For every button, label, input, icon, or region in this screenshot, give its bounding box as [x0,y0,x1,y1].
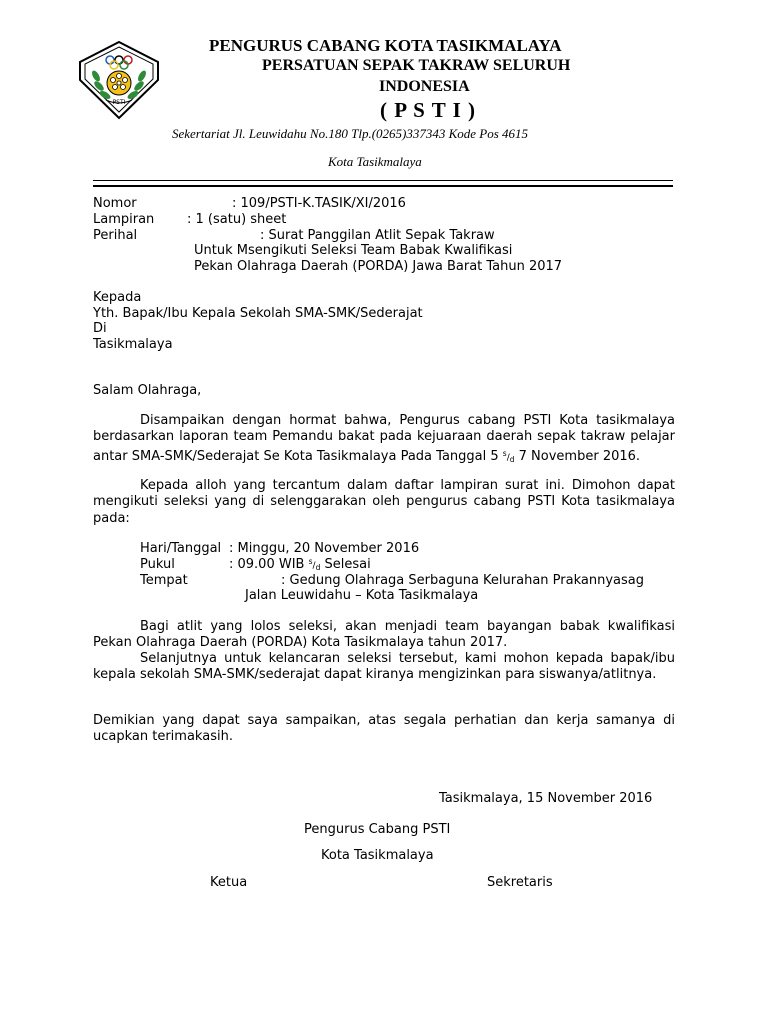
letterhead-city: Kota Tasikmalaya [328,154,422,169]
psti-logo [76,40,162,120]
greeting: Salam Olahraga, [93,383,202,398]
recipient-line4: Tasikmalaya [93,337,173,352]
hari-label: Hari/Tanggal [140,541,222,556]
pukul-value: : 09.00 WIB $^s/_d$ Selesai [229,557,371,572]
letterhead-line2: PERSATUAN SEPAK TAKRAW SELURUH [262,57,571,74]
org-line1: Pengurus Cabang PSTI [304,822,451,837]
paragraph-5: Demikian yang dapat saya sampaikan, atas segala perhatian dan kerja samanya di ucapkan terimakasih. [93,713,675,745]
paragraph-4: Selanjutnya untuk kelancaran seleksi tersebut, kami mohon kepada bapak/ibu kepala sekolah SMA-SMK/sederajat dapat kiranya mengizinkan para siswanya/atlitnya. [93,651,675,683]
lampiran-value: : 1 (satu) sheet [187,212,287,227]
paragraph-3: Bagi atlit yang lolos seleksi, akan menjadi team bayangan babak kwalifikasi Pekan Olahraga Daerah (PORDA) Kota Tasikmalaya tahun 2017. [93,619,675,651]
letterhead-line1: PENGURUS CABANG KOTA TASIKMALAYA [209,36,562,55]
lampiran-label: Lampiran [93,212,155,227]
header-rule-top [93,180,673,181]
header-rule-bottom [93,185,673,187]
logo-text: PSTI [112,99,126,106]
signature-sekretaris: Sekretaris [487,875,553,890]
place-date: Tasikmalaya, 15 November 2016 [439,791,653,806]
recipient-line3: Di [93,321,107,336]
nomor-label: Nomor [93,196,137,211]
tempat-label: Tempat [140,573,188,588]
nomor-value: : 109/PSTI-K.TASIK/XI/2016 [232,196,406,211]
hari-value: : Minggu, 20 November 2016 [229,541,420,556]
recipient-line2: Yth. Bapak/Ibu Kepala Sekolah SMA-SMK/Sederajat [93,306,423,321]
letterhead-line4: ( P S T I ) [380,98,477,122]
tempat-value: : Gedung Olahraga Serbaguna Kelurahan Prakannyasag [281,573,644,588]
perihal-line2: Untuk Msengikuti Seleksi Team Babak Kwalifikasi [194,243,513,258]
paragraph-2: Kepada alloh yang tercantum dalam daftar lampiran surat ini. Dimohon dapat mengikuti seleksi yang di selenggarakan oleh pengurus cabang PSTI Kota tasikmalaya pada: [93,478,675,526]
perihal-line3: Pekan Olahraga Daerah (PORDA) Jawa Barat Tahun 2017 [194,259,563,274]
letterhead-line3: INDONESIA [379,78,470,95]
perihal-label: Perihal [93,228,138,243]
pukul-label: Pukul [140,557,175,572]
perihal-line1: : Surat Panggilan Atlit Sepak Takraw [260,228,495,243]
org-line2: Kota Tasikmalaya [321,848,434,863]
recipient-line1: Kepada [93,290,142,305]
tempat-line2: Jalan Leuwidahu – Kota Tasikmalaya [245,588,479,603]
signature-ketua: Ketua [210,875,248,890]
letterhead-address: Sekertariat Jl. Leuwidahu No.180 Tlp.(0265)337343 Kode Pos 4615 [172,126,529,141]
paragraph-1: Disampaikan dengan hormat bahwa, Pengurus cabang PSTI Kota tasikmalaya berdasarkan laporan team Pemandu bakat pada kejuaraan daerah sepak takraw pelajar antar SMA-SMK/Sederajat Se Kota Tasikmalaya Pada Tanggal 5 $^s/_d$ 7 November 2016. [93,413,675,464]
